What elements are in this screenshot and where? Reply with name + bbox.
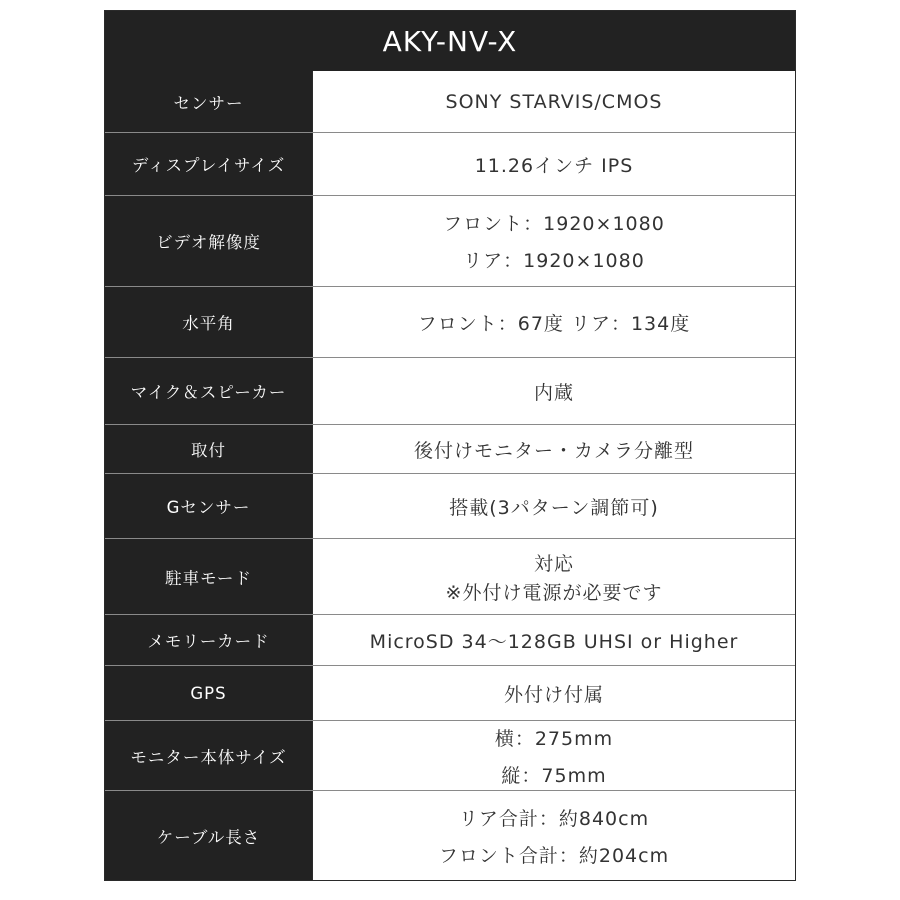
spec-row-cable-length	[105, 790, 795, 880]
spec-value	[312, 358, 795, 424]
spec-row-gps	[105, 665, 795, 720]
spec-value-line: MicroSD 34〜128GB UHSI or Higher	[369, 630, 739, 653]
spec-label: 取付	[105, 425, 312, 473]
spec-label: Gセンサー	[105, 474, 312, 538]
spec-label: 水平角	[105, 287, 312, 357]
spec-row-sensor	[105, 71, 795, 132]
spec-row-display-size	[105, 132, 795, 195]
spec-value-line: 11.26インチ IPS	[474, 154, 634, 177]
spec-value-line: ※外付け電源が必要です	[445, 581, 663, 604]
spec-value	[312, 791, 795, 880]
spec-value-line: 内蔵	[533, 381, 574, 404]
spec-row-horizontal-angle	[105, 286, 795, 357]
spec-value-line: 縦：75mm	[501, 764, 607, 787]
spec-value-line: SONY STARVIS/CMOS	[445, 90, 663, 113]
spec-value	[312, 287, 795, 357]
spec-value	[312, 721, 795, 790]
spec-value	[312, 196, 795, 286]
spec-value	[312, 539, 795, 614]
spec-value-line: 後付けモニター・カメラ分離型	[413, 439, 694, 462]
spec-value-line: 外付け付属	[503, 683, 604, 706]
spec-table	[104, 10, 796, 881]
spec-row-video-resolution	[105, 195, 795, 286]
spec-value-line: リア合計：約840cm	[458, 807, 650, 830]
spec-row-memory-card	[105, 614, 795, 665]
spec-title: AKY-NV-X	[105, 11, 795, 71]
spec-label: ディスプレイサイズ	[105, 133, 312, 195]
spec-value	[312, 474, 795, 538]
spec-value-line: フロント：67度 リア：134度	[417, 312, 691, 335]
spec-value-line: 搭載(3パターン調節可)	[449, 496, 659, 519]
spec-row-mounting	[105, 424, 795, 473]
spec-value-line: 横：275mm	[494, 727, 614, 750]
spec-value	[312, 666, 795, 720]
spec-row-monitor-size	[105, 720, 795, 790]
spec-value	[312, 615, 795, 665]
spec-label: センサー	[105, 71, 312, 132]
spec-value-line: フロント：1920×1080	[443, 213, 665, 235]
spec-value-line: 対応	[533, 552, 574, 575]
spec-label: GPS	[105, 666, 312, 720]
spec-label: メモリーカード	[105, 615, 312, 665]
spec-value-line: フロント合計：約204cm	[438, 844, 670, 867]
spec-row-mic-speaker	[105, 357, 795, 424]
spec-row-parking-mode	[105, 538, 795, 614]
spec-value-line: リア：1920×1080	[463, 250, 645, 272]
spec-value	[312, 133, 795, 195]
spec-row-g-sensor	[105, 473, 795, 538]
spec-label: 駐車モード	[105, 539, 312, 614]
spec-value	[312, 71, 795, 132]
spec-value	[312, 425, 795, 473]
spec-label: モニター本体サイズ	[105, 721, 312, 790]
spec-label: ケーブル長さ	[105, 791, 312, 880]
spec-label: マイク＆スピーカー	[105, 358, 312, 424]
spec-label: ビデオ解像度	[105, 196, 312, 286]
